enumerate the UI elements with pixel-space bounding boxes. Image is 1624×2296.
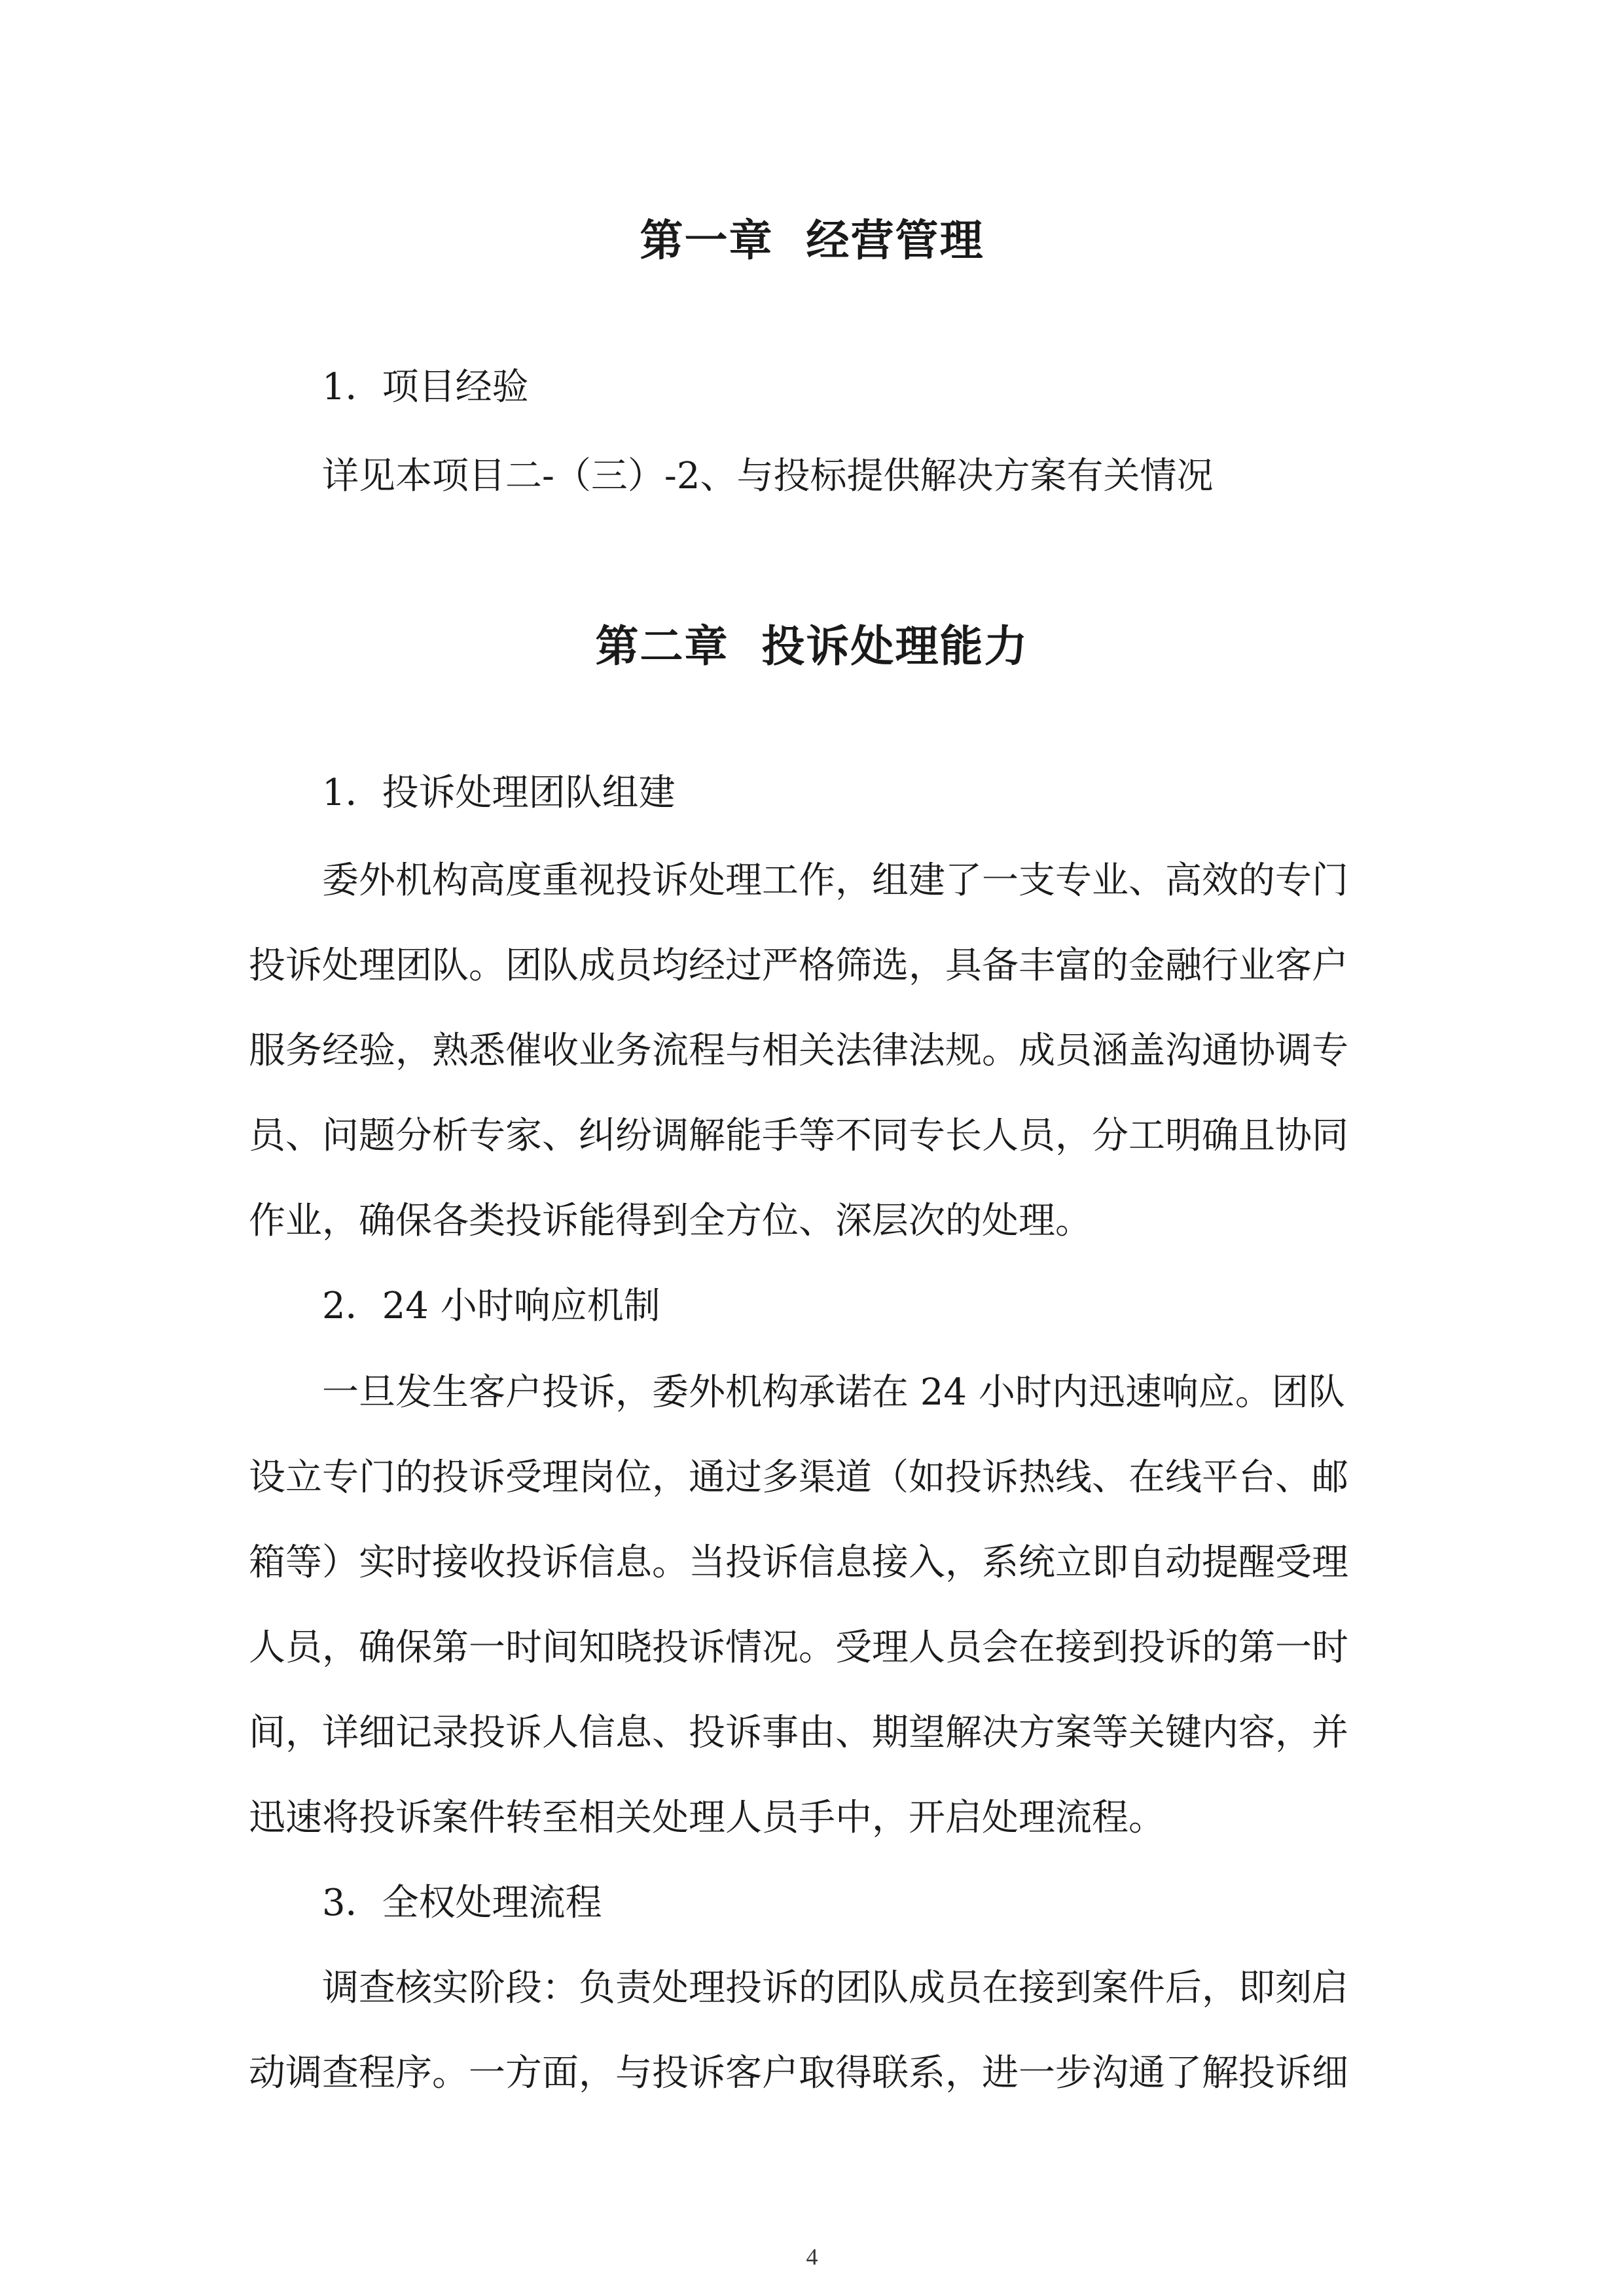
chapter-2-title: 第二章 投诉处理能力 (595, 621, 1029, 672)
paragraph-line: 设立专门的投诉受理岗位，通过多渠道（如投诉热线、在线平台、邮 (249, 1456, 1348, 1499)
paragraph-line: 服务经验，熟悉催收业务流程与相关法律法规。成员涵盖沟通协调专 (249, 1030, 1348, 1072)
paragraph-line: 委外机构高度重视投诉处理工作，组建了一支专业、高效的专门 (322, 859, 1348, 902)
paragraph-line: 迅速将投诉案件转至相关处理人员手中，开启处理流程。 (249, 1797, 1165, 1839)
paragraph-line: 箱等）实时接收投诉信息。当投诉信息接入，系统立即自动提醒受理 (249, 1541, 1348, 1584)
paragraph-line: 一旦发生客户投诉，委外机构承诺在 24 小时内迅速响应。团队 (322, 1371, 1345, 1414)
paragraph-line: 间，详细记录投诉人信息、投诉事由、期望解决方案等关键内容，并 (249, 1712, 1348, 1754)
chapter-2-item-1-heading: 1．投诉处理团队组建 (322, 772, 676, 814)
paragraph-line: 人员，确保第一时间知晓投诉情况。受理人员会在接到投诉的第一时 (249, 1626, 1348, 1669)
chapter-2-item-2-heading: 2．24 小时响应机制 (322, 1285, 660, 1327)
chapter-1-title: 第一章 经营管理 (640, 215, 984, 266)
paragraph-line: 员、问题分析专家、纠纷调解能手等不同专长人员，分工明确且协同 (249, 1115, 1348, 1157)
page-number: 4 (806, 2244, 818, 2270)
chapter-2-item-3-heading: 3．全权处理流程 (322, 1882, 602, 1924)
chapter-1-reference-text: 详见本项目二-（三）-2、与投标提供解决方案有关情况 (322, 455, 1214, 497)
chapter-1-item-1-heading: 1．项目经验 (322, 366, 529, 408)
paragraph-line: 作业，确保各类投诉能得到全方位、深层次的处理。 (249, 1200, 1092, 1242)
paragraph-line: 动调查程序。一方面，与投诉客户取得联系，进一步沟通了解投诉细 (249, 2052, 1348, 2094)
paragraph-line: 调查核实阶段：负责处理投诉的团队成员在接到案件后，即刻启 (322, 1967, 1348, 2009)
paragraph-line: 投诉处理团队。团队成员均经过严格筛选，具备丰富的金融行业客户 (249, 944, 1348, 987)
